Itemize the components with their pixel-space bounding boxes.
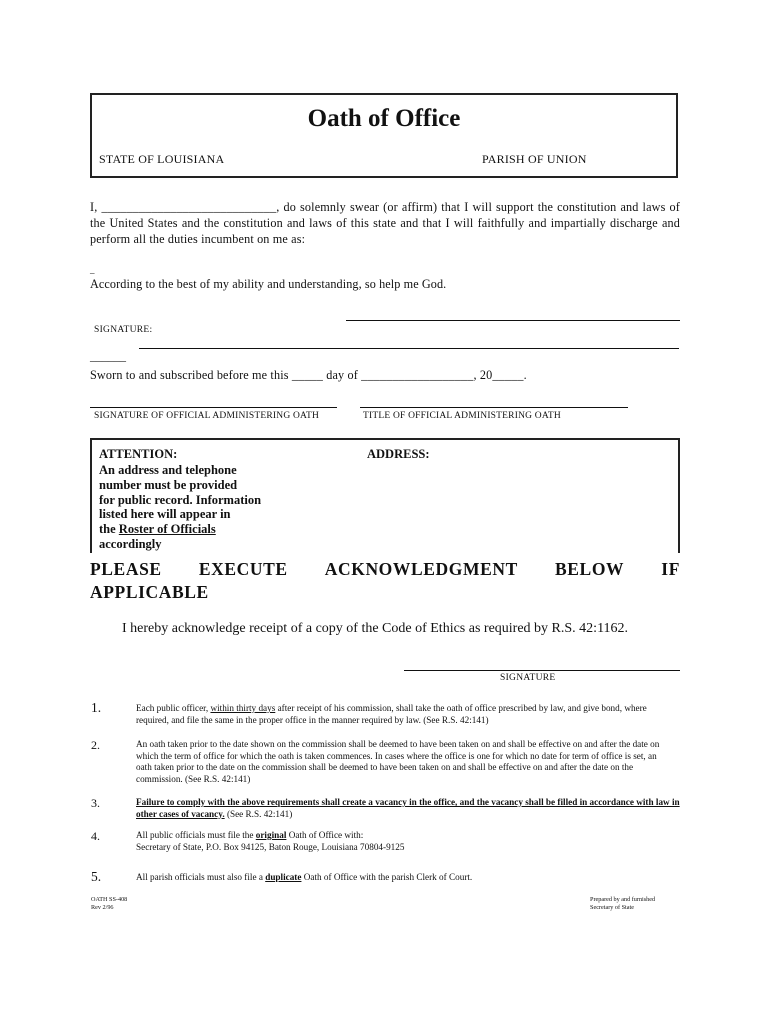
heading-word: BELOW (555, 559, 625, 579)
item-text-address: Secretary of State, P.O. Box 94125, Baton Rouge, Louisiana 70804-9125 (136, 841, 405, 852)
item-1-text (136, 703, 681, 726)
acknowledgment-text: I hereby acknowledge receipt of a copy of the Code of Ethics as required by R.S. 42:1162. (122, 621, 629, 636)
item-text-part: All public officials must file the (136, 830, 256, 840)
official-title-label: TITLE OF OFFICIAL ADMINISTERING OATH (363, 411, 561, 421)
sworn-statement: Sworn to and subscribed before me this _____ day of __________________, 20_____. (90, 368, 527, 382)
item-text-part: Oath of Office with the parish Clerk of Court. (301, 872, 473, 882)
roster-of-officials-link: Roster of Officials (118, 522, 216, 537)
heading-word: IF (661, 559, 680, 579)
official-signature-label: SIGNATURE OF OFFICIAL ADMINISTERING OATH (94, 411, 320, 421)
signature-label: SIGNATURE: (94, 325, 153, 335)
heading-line2: APPLICABLE (90, 582, 209, 602)
item-number: 1. (91, 700, 102, 715)
attention-box (90, 438, 680, 553)
heading-word: EXECUTE (198, 559, 288, 579)
heading-word: ACKNOWLEDGMENT (324, 559, 518, 579)
item-5-text (136, 872, 681, 884)
signature-line[interactable] (346, 320, 680, 321)
signature-line-tail: ______ (90, 349, 126, 363)
official-title-line[interactable] (360, 407, 628, 408)
state-label: STATE OF LOUISIANA (99, 152, 225, 166)
item-4-text (136, 830, 681, 853)
attention-line-prefix: the (99, 522, 119, 537)
item-number: 4. (91, 829, 100, 843)
prepared-by (590, 896, 655, 911)
item-text-part: after receipt of his commission, shall take the oath of office prescribed by law, and give bond, where required, and file the same in the proper office in the manner required by law. (See R.S. 42:141) (136, 703, 647, 725)
item-number: 5. (91, 869, 102, 884)
attention-line (99, 522, 289, 537)
oath-paragraph: I, ____________________________, do solemnly swear (or affirm) that I will support the constitution and laws of the United States and the constitution and laws of this state and that I will faithfully and impartially discharge and perform all the duties incumbent on me as: (90, 200, 680, 246)
signature-line-long[interactable] (139, 348, 679, 349)
attention-line: listed here will appear in (99, 507, 231, 522)
prepared-text: Prepared by and furnished (590, 896, 656, 903)
item-text-part: All parish officials must also file a (136, 872, 266, 882)
form-rev-text: Rev 2/96 (91, 903, 114, 911)
header-box (90, 93, 678, 178)
acknowledgment-signature-label: SIGNATURE (500, 673, 556, 683)
prepared-by-text: Secretary of State (590, 903, 634, 911)
attention-line: for public record. Information (99, 492, 262, 507)
form-id-text: OATH SS-408 (91, 896, 128, 903)
item-text-bold-underlined: duplicate (265, 872, 302, 882)
small-mark: _ (90, 265, 95, 275)
item-3-text (136, 797, 681, 820)
form-id (91, 896, 127, 911)
item-text-part: Each public officer, (136, 703, 211, 713)
attention-line: accordingly (99, 536, 162, 551)
address-label: ADDRESS: (367, 447, 430, 461)
attention-text (99, 463, 289, 552)
acknowledgment-heading (90, 558, 680, 604)
item-text-bold-underlined: Failure to comply with the above requirements shall create a vacancy in the office, and the vacancy shall be filled in accordance with law in other cases of vacancy. (136, 797, 680, 819)
item-text-part: Oath of Office with: (286, 830, 364, 840)
item-2-text: An oath taken prior to the date shown on the commission shall be deemed to have been taken on and shall be effective on and after the date on which the term of office for which the oath is taken commences. In cases where the office is one for which no date for term of office is set, an oath taken prior to the date on the commission shall be deemed to have been taken on and shall be effective on and after the date on the commission. (See R.S. 42:141) (136, 739, 660, 784)
attention-line: An address and telephone (99, 463, 237, 477)
item-text-underlined: within thirty days (210, 703, 276, 713)
attention-line: number must be provided (99, 477, 238, 492)
page-title: Oath of Office (307, 105, 461, 132)
heading-word: PLEASE (90, 559, 162, 579)
item-text-bold-underlined: original (255, 830, 287, 840)
item-number: 2. (91, 738, 100, 752)
attention-label: ATTENTION: (99, 447, 178, 461)
item-number: 3. (91, 796, 100, 810)
oath-closing: According to the best of my ability and understanding, so help me God. (90, 277, 447, 291)
item-text-part: (See R.S. 42:141) (224, 808, 293, 819)
parish-label: PARISH OF UNION (482, 152, 587, 166)
acknowledgment-signature-line[interactable] (404, 670, 680, 671)
official-signature-line[interactable] (90, 407, 337, 408)
